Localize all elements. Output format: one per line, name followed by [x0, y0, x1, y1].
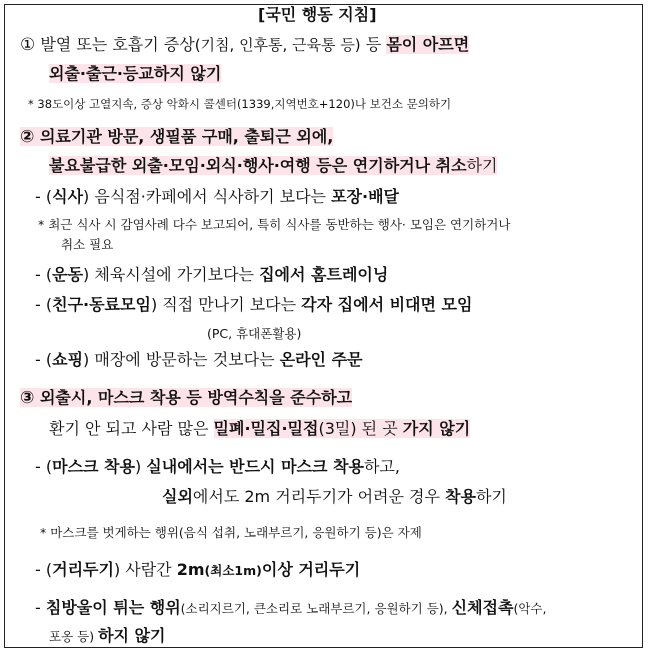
- item-friends: - (친구·동료모임) 직접 만나기 보다는 각자 집에서 비대면 모임: [35, 295, 473, 314]
- section-1-line-2: 외출·출근·등교하지 않기: [49, 64, 222, 83]
- section-3-number: ③: [20, 388, 35, 408]
- friends-note: (PC, 휴대폰활용): [207, 326, 302, 341]
- section-1-line-1: ① 발열 또는 호흡기 증상(기침, 인후통, 근육통 등) 등 몸이 아프면: [20, 35, 470, 55]
- highlight-sick: 몸이 아프면: [386, 35, 470, 54]
- section-2-number: ②: [20, 127, 35, 147]
- item-shopping: - (쇼핑) 매장에 방문하는 것보다는 온라인 주문: [35, 350, 363, 369]
- item-mask-line-2: 실외에서도 2m 거리두기가 어려운 경우 착용하기: [162, 487, 507, 506]
- item-meal: - (식사) 음식점·카페에서 식사하기 보다는 포장·배달: [35, 187, 399, 206]
- item-mask: - (마스크 착용) 실내에서는 반드시 마스크 착용하고,: [35, 457, 400, 476]
- section-1-number: ①: [20, 35, 36, 55]
- item-exercise: - (운동) 체육시설에 가기보다는 집에서 홈트레이닝: [35, 265, 389, 284]
- section-2-line-2: 불요불급한 외출·모임·외식·행사·여행 등은 연기하거나 취소하기: [49, 156, 498, 175]
- meal-note-line-1: * 최근 식사 시 감염사례 다수 보고되어, 특히 식사를 동반하는 행사· 모임은 연기하거나: [38, 217, 511, 232]
- section-1-note: * 38도이상 고열지속, 증상 악화시 콜센터(1339,지역번호+120)나 보건소 문의하기: [28, 97, 452, 111]
- item-droplets: - 침방울이 튀는 행위(소리지르기, 큰소리로 노래부르기, 응원하기 등), 신체접촉(악수,: [35, 598, 547, 617]
- section-3-line-2: 환기 안 되고 사람 많은 밀폐·밀집·밀접(3밀) 된 곳 가지 않기: [49, 419, 471, 438]
- section-3-line-1: ③ 외출시, 마스크 착용 등 방역수칙을 준수하고: [20, 388, 353, 408]
- item-droplets-line-2: 포옹 등) 하지 않기: [49, 626, 166, 645]
- page-title: [국민 행동 지침]: [258, 5, 377, 24]
- item-distancing: - (거리두기) 사람간 2m(최소1m)이상 거리두기: [35, 560, 361, 579]
- section-2-line-1: ② 의료기관 방문, 생필품 구매, 출퇴근 외에,: [20, 127, 334, 147]
- meal-note-line-2: 취소 필요: [61, 237, 114, 252]
- mask-note: * 마스크를 벗게하는 행위(음식 섭취, 노래부르기, 응원하기 등)은 자제: [40, 525, 422, 540]
